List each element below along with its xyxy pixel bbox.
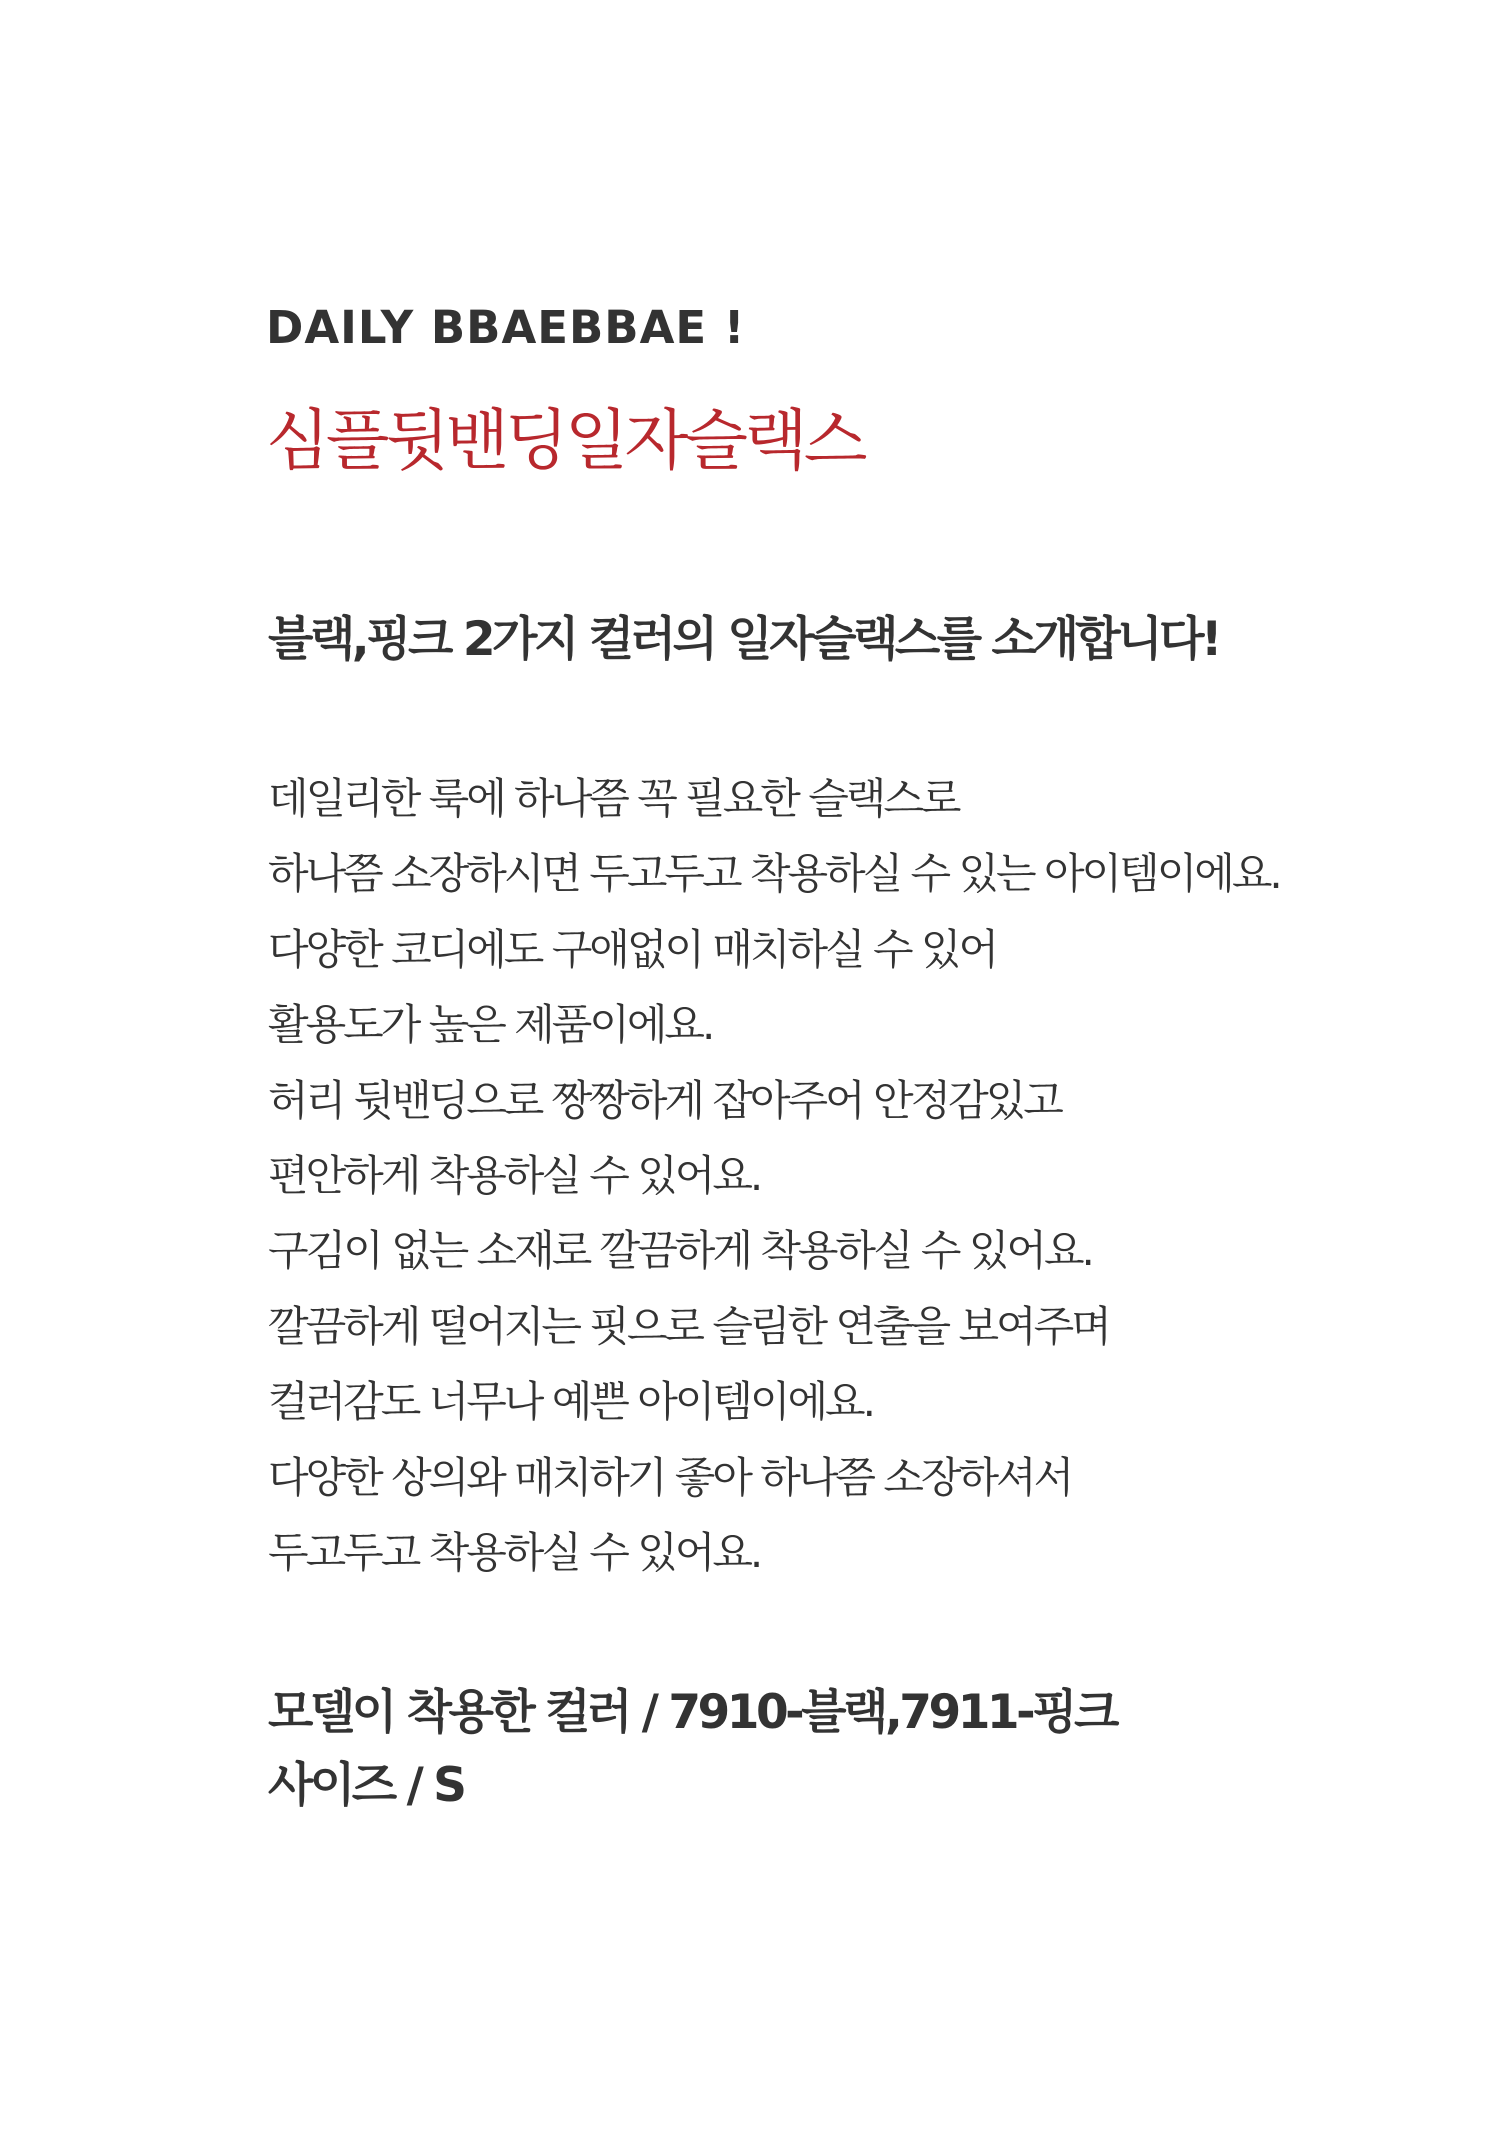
description-line: 다양한 상의와 매치하기 좋아 하나쯤 소장하셔서 [268,1452,1072,1502]
model-color-info: 모델이 착용한 컬러 / 7910-블랙,7911-핑크 [268,1685,1116,1740]
description-line: 편안하게 착용하실 수 있어요. [268,1150,761,1200]
product-title: 심플뒷밴딩일자슬랙스 [266,402,864,479]
description-line: 하나쯤 소장하시면 두고두고 착용하실 수 있는 아이템이에요. [268,849,1280,899]
description-line: 깔끔하게 떨어지는 핏으로 슬림한 연출을 보여주며 [268,1301,1109,1351]
intro-heading: 블랙,핑크 2가지 컬러의 일자슬랙스를 소개합니다! [268,612,1219,667]
description-line: 두고두고 착용하실 수 있어요. [268,1527,761,1577]
description-line: 허리 뒷밴딩으로 짱짱하게 잡아주어 안정감있고 [268,1075,1061,1125]
description-line: 데일리한 룩에 하나쯤 꼭 필요한 슬랙스로 [268,774,959,823]
model-size-info: 사이즈 / S [268,1758,464,1813]
description-line: 컬러감도 너무나 예쁜 아이템이에요. [268,1377,873,1427]
model-info [268,1685,1116,1831]
description-line: 구김이 없는 소재로 깔끔하게 착용하실 수 있어요. [268,1226,1092,1276]
description-line: 활용도가 높은 제품이에요. [268,1000,713,1050]
description-list [268,774,1280,1603]
brand-tagline: DAILY BBAEBBAE ! [266,301,746,354]
description-line: 다양한 코디에도 구애없이 매치하실 수 있어 [268,924,997,974]
